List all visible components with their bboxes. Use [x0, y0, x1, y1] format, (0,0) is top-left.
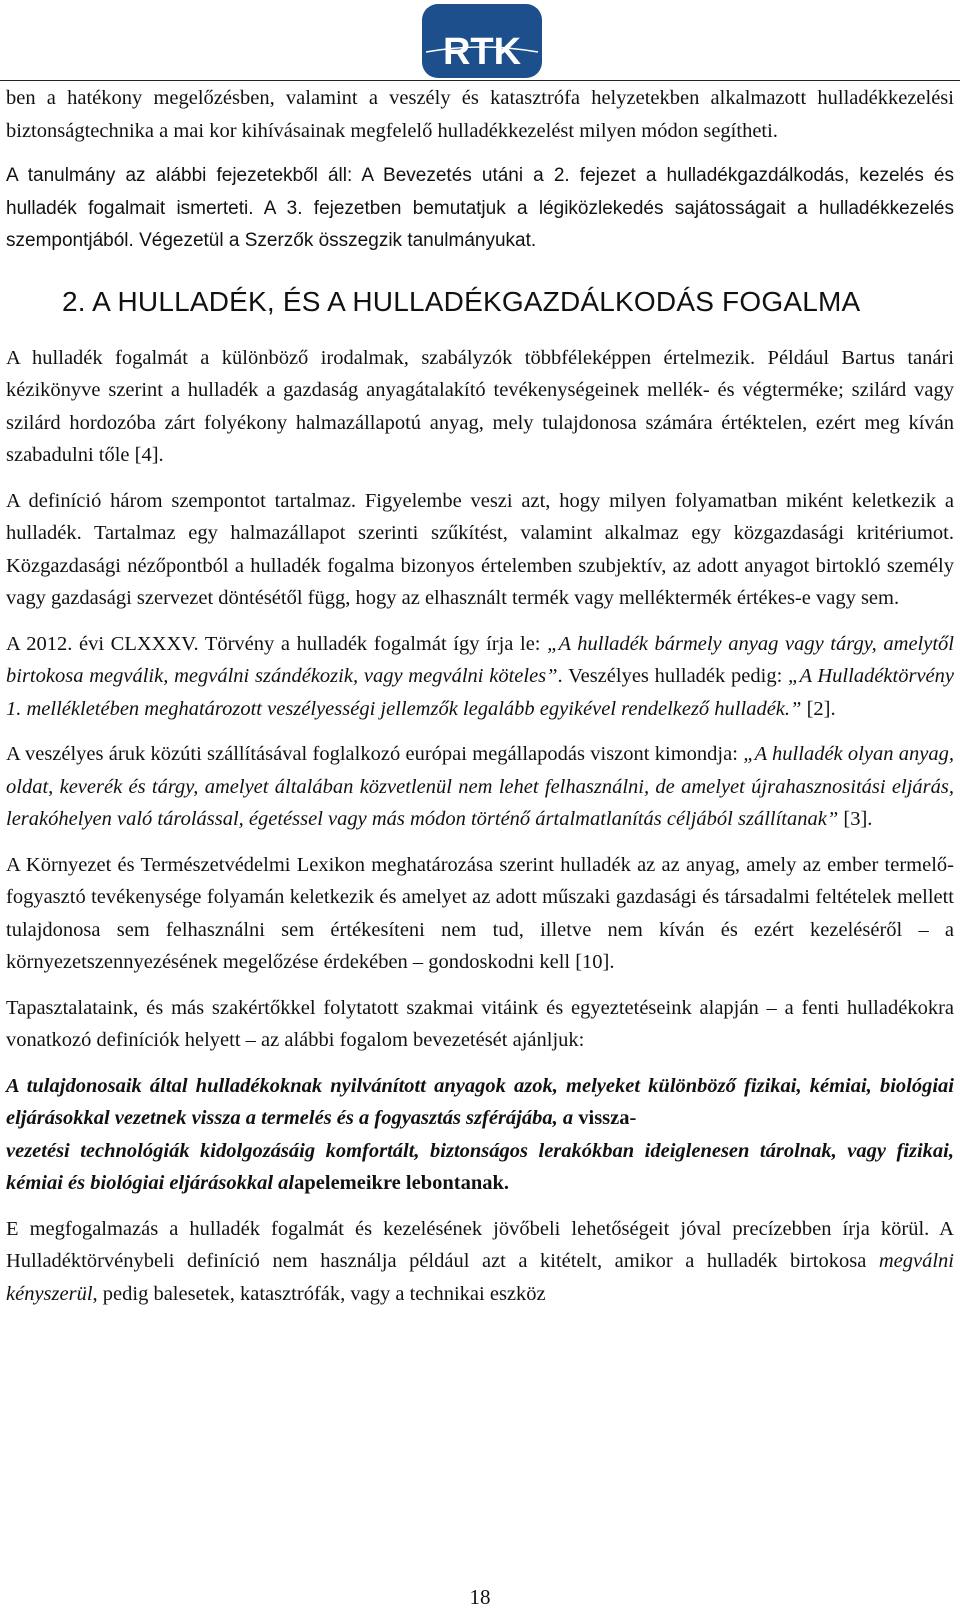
- bold-italic-run: A tulajdonosaik által hulladékoknak nyilvánított anyagok azok, melyeket különböző fizikai, kémiai, biológiai eljárásokkal vezetnek vissza a termelés és a fogyasztás szférájába, a: [6, 1074, 954, 1129]
- paragraph-lexicon-definition: A Környezet és Természetvédelmi Lexikon meghatározása szerint hulladék az az anyag, amely az ember termelő-fogyasztó tevékenysége folyamán keletkezik és amelyet az adott műszaki gazdasági és társadalmi feltételek mellett tulajdonosa sem felhasználni sem értékesíteni nem tud, illetve nem kíván és ezért kezeléséről – a környezetszennyezésének megelőzése érdekében – gondoskodni kell [10].: [6, 853, 954, 973]
- bold-italic-run: vezetési technológiák kidolgozásáig komfortált, biztonságos lerakókban ideiglenesen tárolnak, vagy fizikai, kémiai és biológiai eljárásokkal al: [6, 1139, 954, 1194]
- paragraph-proposed-definition: [6, 1070, 954, 1200]
- text-run: , pedig balesetek, katasztrófák, vagy a technikai eszköz: [92, 1282, 546, 1305]
- text-run: . Veszélyes hulladék pedig:: [557, 665, 789, 687]
- paragraph-law-definition: [6, 628, 954, 726]
- bold-run: apelemeikre lebontanak.: [294, 1172, 510, 1194]
- quote-italic: „A Hulladéktörvény 1. mellékletében meghatározott veszélyességi jellemzők legalább egyikével rendelkező hulladék.”: [6, 665, 954, 720]
- section-heading: 2. A HULLADÉK, ÉS A HULLADÉKGAZDÁLKODÁS FOGALMA: [62, 285, 861, 317]
- citation: [2].: [801, 697, 836, 720]
- header-rule: [0, 80, 960, 81]
- document-body: [6, 82, 954, 1310]
- text-run: A 2012. évi CLXXXV. Törvény a hulladék fogalmát így írja le:: [6, 632, 548, 655]
- quote-italic: „A hulladék bármely anyag vagy tárgy, amelytől birtokosa megválik, megválni szándékozik, vagy megválni köteles”: [6, 632, 954, 687]
- page-number: 18: [469, 1585, 491, 1609]
- rtk-logo: [420, 2, 544, 80]
- text-run: A veszélyes áruk közúti szállításával foglalkozó európai megállapodás viszont kimondja:: [6, 743, 744, 765]
- paragraph-intro-1: ben a hatékony megelőzésben, valamint a veszély és katasztrófa helyzetekben alkalmazott hulladékkezelési biztonságtechnika a mai kor kihívásainak megfelelő hulladékkezelést milyen módon segítheti.: [6, 87, 954, 142]
- paragraph-intro-2: A tanulmány az alábbi fejezetekből áll: A Bevezetés utáni a 2. fejezet a hulladékgazdálkodás, kezelés és hulladék fogalmait ismerteti. A 3. fejezetben bemutatjuk a légiközlekedés sajátosságait a hulladékkezelés szempontjából. Végezetül a Szerzők összegzik tanulmányukat.: [6, 165, 954, 251]
- paragraph-conclusion: [6, 1213, 954, 1311]
- text-run: E megfogalmazás a hulladék fogalmát és kezelésének jövőbeli lehetőségeit jóval precízebben írja körül. A Hulladéktörvénybeli definíció nem használja például azt a kitételt, amikor a hulladék birtokosa: [6, 1217, 954, 1272]
- paragraph-adr-definition: [6, 738, 954, 836]
- citation: [3].: [838, 808, 873, 830]
- bold-run: vissza-: [573, 1107, 637, 1129]
- paragraph-definition-bartus: A hulladék fogalmát a különböző irodalmak, szabályzók többféleképpen értelmezik. Például Bartus tanári kézikönyve szerint a hulladék a gazdaság anyagátalakító tevékenységeinek mellék- és végterméke; szilárd vagy szilárd hordozóba zárt folyékony halmazállapotú anyag, mely tulajdonosa számára értéktelen, ezért meg kíván szabadulni tőle [4].: [6, 346, 954, 466]
- italic-run: megválni kényszerül: [6, 1250, 954, 1305]
- quote-italic: „A hulladék olyan anyag, oldat, keverék és tárgy, amelyet általában közvetlenül nem lehet felhasználni, de amelyet újrahasznositási eljárás, lerakóhelyen való tárolással, égetéssel vagy más módon történő ártalmatlanítás céljából szállítanak”: [6, 743, 954, 830]
- paragraph-proposal-intro: Tapasztalataink, és más szakértőkkel folytatott szakmai vitáink és egyeztetéseink alapján – a fenti hulladékokra vonatkozó definíciók helyett – az alábbi fogalom bevezetését ajánljuk:: [6, 996, 954, 1051]
- logo-text: RTK: [442, 31, 522, 73]
- paragraph-definition-aspects: A definíció három szempontot tartalmaz. Figyelembe veszi azt, hogy milyen folyamatban miként keletkezik a hulladék. Tartalmaz egy halmazállapot szerinti szűkítést, valamint alkalmaz egy közgazdasági kritériumot. Közgazdasági nézőpontból a hulladék fogalma bizonyos értelemben szubjektív, az adott anyagot birtokló személy vagy gazdasági szervezet döntésétől függ, hogy az elhasznált termék vagy melléktermék értékes-e vagy sem.: [6, 489, 954, 609]
